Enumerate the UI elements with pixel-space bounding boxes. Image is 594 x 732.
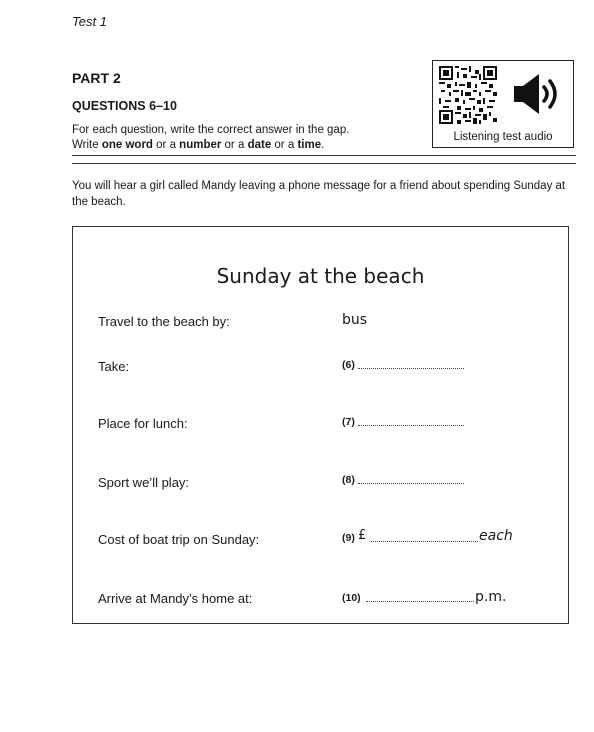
example-answer: bus bbox=[342, 312, 368, 328]
instruction-line-1: For each question, write the correct answer in the gap. bbox=[72, 124, 350, 136]
question-number-7: (7) bbox=[342, 416, 355, 428]
suffix-pm: p.m. bbox=[475, 589, 507, 605]
answer-gap-9[interactable] bbox=[371, 541, 478, 542]
answer-gap-8[interactable] bbox=[358, 483, 464, 484]
question-number-6: (6) bbox=[342, 359, 355, 371]
divider-bottom bbox=[72, 163, 576, 164]
row-label-arrive: Arrive at Mandy’s home at: bbox=[98, 591, 253, 606]
test-label: Test 1 bbox=[72, 14, 107, 29]
divider-top bbox=[72, 155, 576, 156]
qr-code-icon[interactable] bbox=[439, 66, 497, 124]
audio-box[interactable] bbox=[432, 60, 574, 148]
form-title: Sunday at the beach bbox=[216, 264, 425, 288]
answer-gap-6[interactable] bbox=[358, 368, 464, 369]
row-label-take: Take: bbox=[98, 359, 130, 374]
question-number-8: (8) bbox=[342, 474, 355, 486]
row-label-boat-cost: Cost of boat trip on Sunday: bbox=[98, 532, 260, 547]
row-label-travel: Travel to the beach by: bbox=[98, 314, 230, 329]
row-label-lunch: Place for lunch: bbox=[98, 416, 188, 431]
row-label-sport: Sport we’ll play: bbox=[98, 475, 190, 490]
instruction-line-2: Write one word or a number or a date or a time. bbox=[72, 139, 325, 151]
part-title: PART 2 bbox=[72, 70, 121, 86]
question-number-10: (10) bbox=[342, 592, 361, 604]
questions-range: QUESTIONS 6–10 bbox=[72, 99, 177, 113]
currency-symbol: £ bbox=[358, 528, 367, 543]
speaker-icon[interactable] bbox=[511, 71, 567, 117]
question-number-9: (9) bbox=[342, 532, 355, 544]
intro-text: You will hear a girl called Mandy leaving a phone message for a friend about spending Sunday at the beach. bbox=[72, 180, 566, 208]
suffix-each: each bbox=[479, 528, 513, 544]
audio-caption: Listening test audio bbox=[453, 131, 553, 143]
answer-gap-10[interactable] bbox=[366, 601, 474, 602]
answer-gap-7[interactable] bbox=[358, 425, 464, 426]
